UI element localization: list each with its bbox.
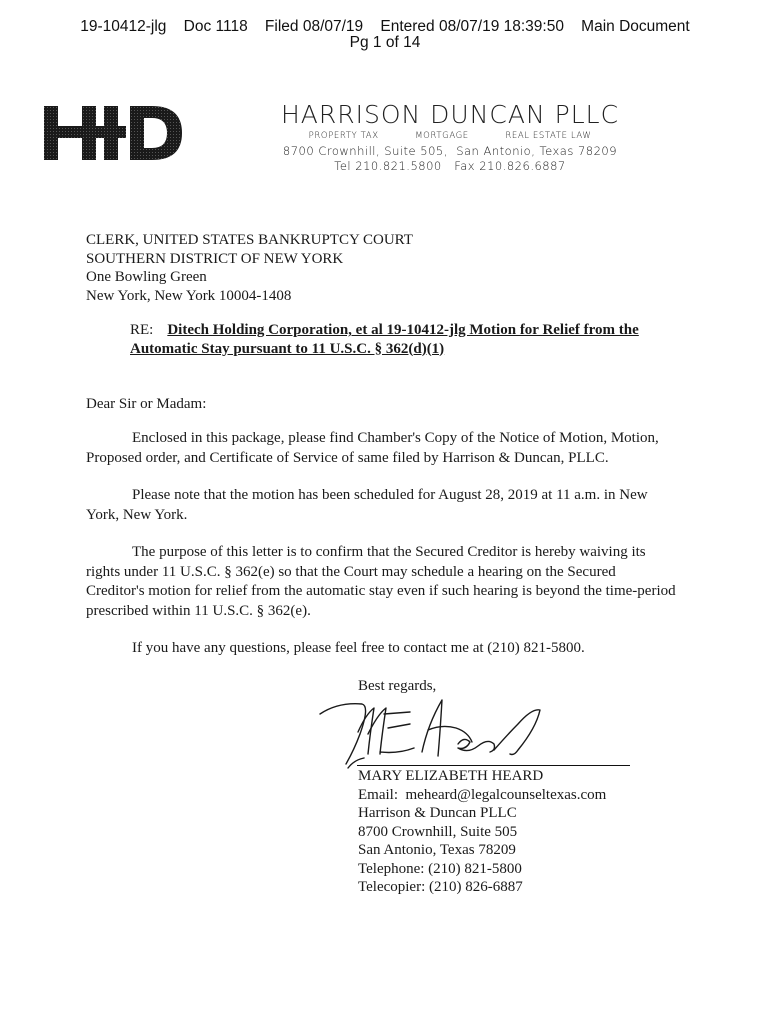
page-number: Pg 1 of 14 — [349, 34, 421, 51]
salutation: Dear Sir or Madam: — [86, 396, 207, 412]
filing-info-line: 19-10412-jlg Doc 1118 Filed 08/07/19 Entered 08/07/19 18:39:50 Main Document — [80, 18, 690, 35]
signature — [318, 694, 558, 776]
letter-body — [86, 429, 676, 659]
signer-name: MARY ELIZABETH HEARD — [358, 768, 544, 784]
firm-address: 8700 Crownhill, Suite 505, San Antonio, Texas 78209 — [282, 144, 618, 158]
firm-logo — [44, 104, 184, 162]
firm-name: HARRISON DUNCAN PLLC — [280, 100, 620, 129]
service-real-estate-law: REAL ESTATE LAW — [505, 131, 592, 141]
recipient-line: CLERK, UNITED STATES BANKRUPTCY COURT — [86, 232, 413, 248]
re-label: RE: — [130, 322, 154, 338]
signer-email: Email: meheard@legalcounseltexas.com — [358, 786, 607, 803]
service-property-tax: PROPERTY TAX — [308, 131, 379, 141]
re-subject-line2: Automatic Stay pursuant to 11 U.S.C. § 362(d)(1) — [130, 340, 445, 357]
letterhead-block — [250, 100, 650, 173]
firm-phones: Tel 210.821.5800 Fax 210.826.6887 — [334, 159, 566, 173]
signer-firm: Harrison & Duncan PLLC — [358, 805, 517, 821]
body-paragraph: The purpose of this letter is to confirm that the Secured Creditor is hereby waiving its rights under 11 U.S.C. § 362(e) so that the Court may schedule a hearing on the Secured Creditor's motion for relief from the automatic stay even if such hearing is beyond the time-period prescribed within 11 U.S.C. § 362(e). — [86, 544, 676, 619]
signer-city: San Antonio, Texas 78209 — [358, 842, 516, 858]
signature-line — [357, 765, 630, 766]
signature-block — [358, 767, 688, 897]
signer-telephone: Telephone: (210) 821-5800 — [358, 860, 522, 877]
recipient-address — [86, 231, 586, 305]
re-subject-line1: Ditech Holding Corporation, et al 19-10412-jlg Motion for Relief from the — [167, 322, 639, 338]
handwritten-signature-icon — [318, 694, 558, 776]
body-paragraph: Enclosed in this package, please find Chamber's Copy of the Notice of Motion, Motion, Proposed order, and Certificate of Service of same filed by Harrison & Duncan, PLLC. — [86, 430, 659, 466]
firm-services — [250, 131, 650, 141]
body-paragraph: Please note that the motion has been scheduled for August 28, 2019 at 11 a.m. in New York, New York. — [86, 487, 648, 523]
re-line — [130, 321, 690, 358]
recipient-line: SOUTHERN DISTRICT OF NEW YORK — [86, 250, 344, 267]
body-paragraph: If you have any questions, please feel free to contact me at (210) 821-5800. — [132, 640, 585, 656]
signer-telecopier: Telecopier: (210) 826-6887 — [358, 879, 523, 895]
closing: Best regards, — [358, 678, 437, 694]
signer-street: 8700 Crownhill, Suite 505 — [358, 823, 518, 840]
service-mortgage: MORTGAGE — [415, 131, 469, 141]
court-filing-header — [0, 18, 770, 52]
recipient-line: New York, New York 10004-1408 — [86, 287, 292, 304]
recipient-line: One Bowling Green — [86, 269, 207, 285]
hd-logo-icon — [44, 104, 184, 162]
